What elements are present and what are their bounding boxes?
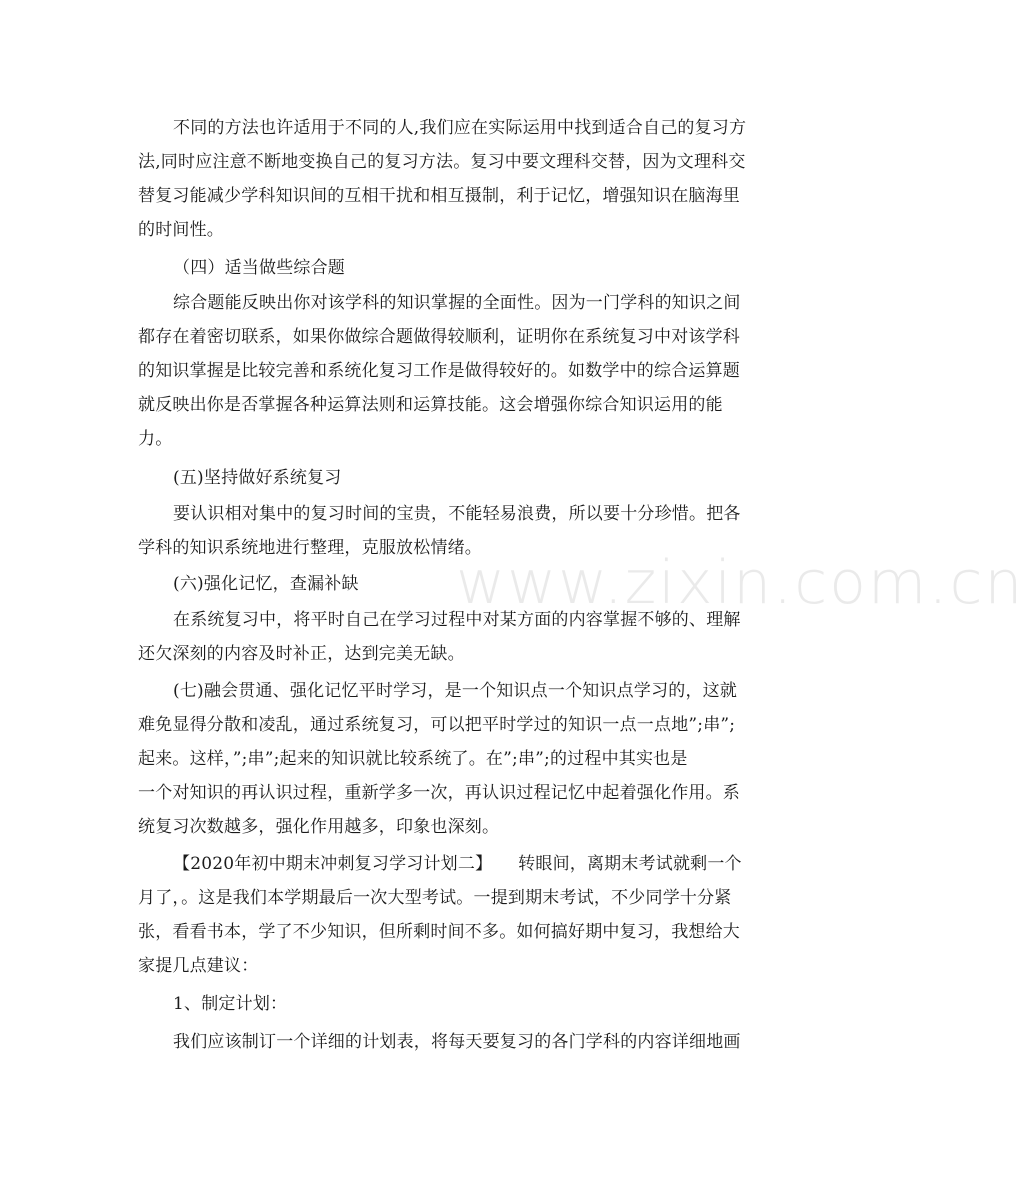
paragraph-line: 起来。这样，”;串”;起来的知识就比较系统了。在”;串”;的过程中其实也是 bbox=[138, 749, 688, 769]
section-heading: 1、制定计划： bbox=[173, 994, 288, 1014]
section-heading: (五)坚持做好系统复习 bbox=[173, 468, 342, 488]
paragraph-line: 统复习次数越多，强化作用越多，印象也深刻。 bbox=[138, 817, 500, 837]
paragraph-line: 还欠深刻的内容及时补正，达到完美无缺。 bbox=[138, 644, 465, 664]
paragraph-line: 法,同时应注意不断地变换自己的复习方法。复习中要文理科交替，因为文理科交 bbox=[138, 152, 746, 172]
paragraph-line: 不同的方法也许适用于不同的人,我们应在实际运用中找到适合自己的复习方 bbox=[173, 118, 747, 138]
paragraph-line: 难免显得分散和凌乱，通过系统复习，可以把平时学过的知识一点一点地”;串”; bbox=[138, 715, 736, 735]
paragraph-line: 都存在着密切联系，如果你做综合题做得较顺利，证明你在系统复习中对该学科 bbox=[138, 327, 740, 347]
paragraph-line: 一个对知识的再认识过程，重新学多一次，再认识过程记忆中起着强化作用。系 bbox=[138, 783, 740, 803]
paragraph-line: 张，看看书本，学了不少知识，但所剩时间不多。如何搞好期中复习，我想给大 bbox=[138, 922, 740, 942]
watermark: www.zixin.com.cn bbox=[456, 548, 1024, 618]
paragraph-line: (七)融会贯通、强化记忆平时学习，是一个知识点一个知识点学习的，这就 bbox=[173, 681, 738, 701]
paragraph-line: 的时间性。 bbox=[138, 220, 224, 240]
paragraph-line: 就反映出你是否掌握各种运算法则和运算技能。这会增强你综合知识运用的能 bbox=[138, 395, 723, 415]
paragraph-line: 家提几点建议： bbox=[138, 956, 259, 976]
section-heading: （四）适当做些综合题 bbox=[173, 258, 345, 278]
paragraph-line: 替复习能减少学科知识间的互相干扰和相互摄制，利于记忆，增强知识在脑海里 bbox=[138, 186, 740, 206]
paragraph-line: 【2020年初中期末冲刺复习学习计划二】 转眼间，离期末考试就剩一个 bbox=[173, 854, 742, 874]
paragraph-line: 学科的知识系统地进行整理，克服放松情绪。 bbox=[138, 538, 482, 558]
paragraph-line: 力。 bbox=[138, 429, 173, 449]
paragraph-line: 综合题能反映出你对该学科的知识掌握的全面性。因为一门学科的知识之间 bbox=[173, 293, 741, 313]
paragraph-line: 在系统复习中，将平时自己在学习过程中对某方面的内容掌握不够的、理解 bbox=[173, 610, 741, 630]
section-heading: (六)强化记忆，查漏补缺 bbox=[173, 574, 359, 594]
paragraph-line: 月了，。这是我们本学期最后一次大型考试。一提到期末考试，不少同学十分紧 bbox=[138, 888, 732, 908]
paragraph-line: 的知识掌握是比较完善和系统化复习工作是做得较好的。如数学中的综合运算题 bbox=[138, 361, 740, 381]
paragraph-line: 要认识相对集中的复习时间的宝贵，不能轻易浪费，所以要十分珍惜。把各 bbox=[173, 504, 741, 524]
paragraph-line: 我们应该制订一个详细的计划表，将每天要复习的各门学科的内容详细地画 bbox=[173, 1032, 741, 1052]
